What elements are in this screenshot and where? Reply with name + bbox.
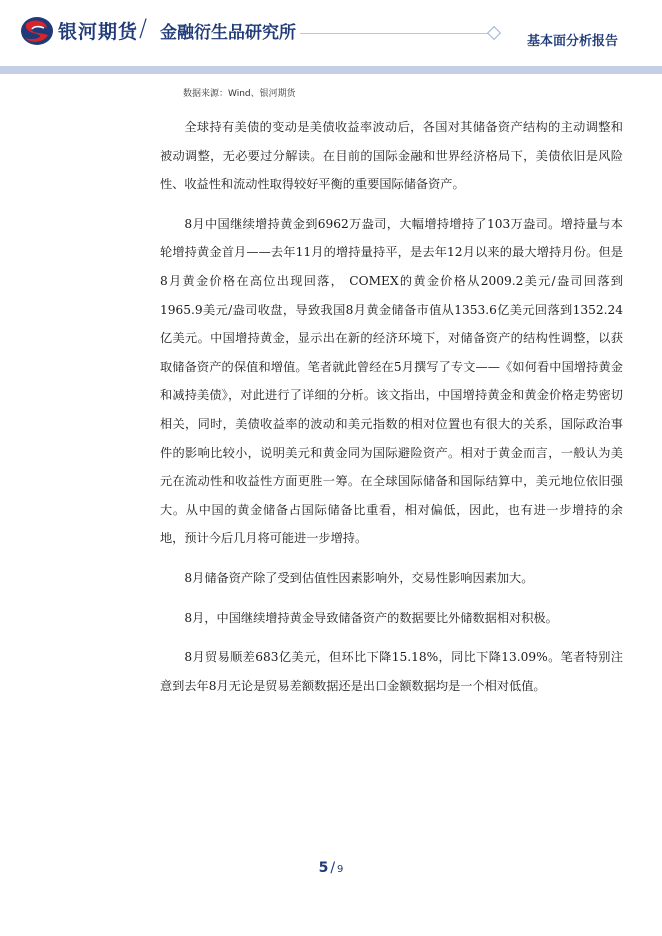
institute-name: 金融衍生品研究所 (160, 23, 296, 43)
page-header (0, 0, 662, 74)
paragraph: 8月中国继续增持黄金到6962万盎司，大幅增持增持了103万盎司。增持量与本轮增持黄金首月——去年11月的增持量持平，是去年12月以来的最大增持月份。但是8月黄金价格在高位出现回落， COMEX的黄金价格从2009.2美元/盎司回落到1965.9美元/盎司收盘，导致我国8月黄金储备市值从1353.6亿美元回落到1352.24亿美元。中国增持黄金，显示出在新的经济环境下，对储备资产的结构性调整，以获取储备资产的保值和增值。笔者就此曾经在5月撰写了专文——《如何看中国增持黄金和减持美债》，对此进行了详细的分析。该文指出，中国增持黄金和黄金价格走势密切相关，同时，美债收益率的波动和美元指数的相对位置也有很大的关系，国际政治事件的影响比较小，说明美元和黄金同为国际避险资产。相对于黄金而言，一般认为美元在流动性和收益性方面更胜一筹。在全球国际储备和国际结算中，美元地位依旧强大。从中国的黄金储备占国际储备比重看，相对偏低，因此，也有进一步增持的余地，预计今后几月将可能进一步增持。 (160, 216, 623, 546)
diamond-icon (487, 26, 501, 40)
current-page: 5 (318, 860, 329, 876)
source-note: 数据来源：Wind、银河期货 (183, 89, 296, 99)
paragraph: 8月贸易顺差683亿美元，但环比下降15.18%，同比下降13.09%。笔者特别注意到去年8月无论是贸易差额数据还是出口金额数据均是一个相对低值。 (160, 650, 623, 693)
header-band (0, 66, 662, 74)
header-divider-line (300, 33, 490, 34)
paragraph: 8月，中国继续增持黄金导致储备资产的数据要比外储数据相对积极。 (184, 610, 558, 625)
galaxy-logo-icon (20, 16, 54, 46)
brand-name: 银河期货 (58, 21, 139, 43)
paragraph: 8月储备资产除了受到估值性因素影响外，交易性影响因素加大。 (184, 570, 534, 585)
body-text (160, 113, 623, 711)
paragraph: 全球持有美债的变动是美债收益率波动后，各国对其储备资产结构的主动调整和被动调整，无必要过分解读。在目前的国际金融和世界经济格局下，美债依旧是风险性、收益性和流动性取得较好平衡的重要国际储备资产。 (160, 120, 623, 192)
brand-separator: / (139, 14, 148, 42)
page-separator: / (330, 860, 336, 876)
report-type-label: 基本面分析报告 (526, 34, 618, 49)
page-number (0, 857, 662, 876)
total-pages: 9 (337, 864, 344, 875)
